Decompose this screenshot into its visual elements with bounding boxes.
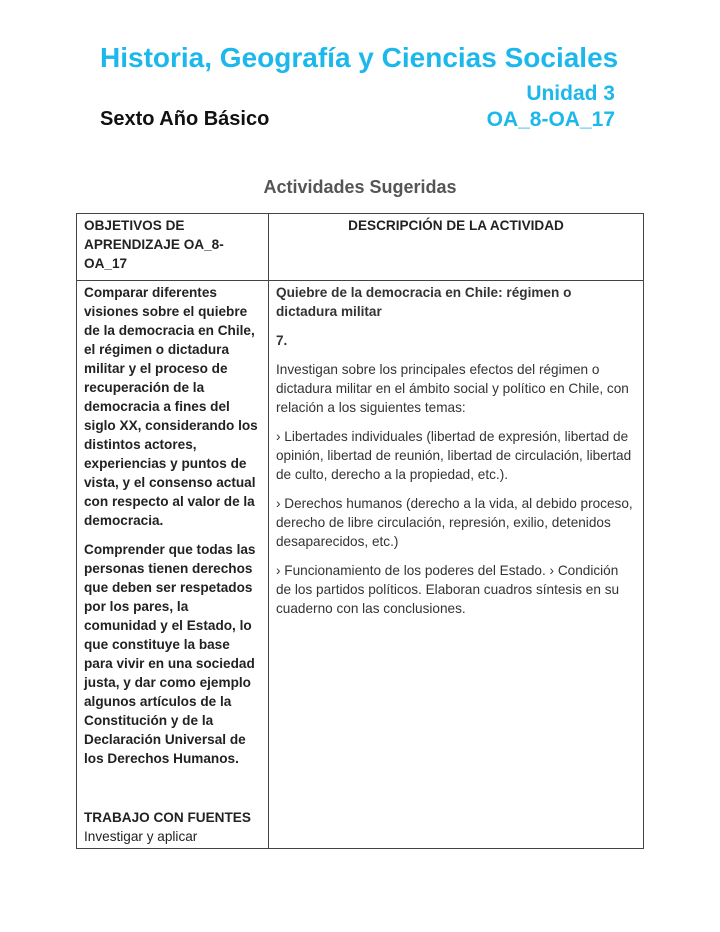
activity-paragraph: Investigan sobre los principales efectos del régimen o dictadura militar en el ámbito social y político en Chile, con relación a los siguientes temas: — [276, 362, 629, 415]
activity-number: 7. — [276, 333, 288, 348]
subject-title: Historia, Geografía y Ciencias Sociales — [100, 42, 619, 73]
section-title: Actividades Sugeridas — [263, 177, 457, 197]
objective: Comprender que todas las personas tienen derechos que deben ser respetados por los pares, la comunidad y el Estado, lo que constituye la base para vivir en una sociedad justa, y dar como ejemplo algunos artículos de la Constitución y de la Declaración Universal de los Derechos Humanos. — [84, 542, 256, 766]
skill-text: Investigar y aplicar — [84, 829, 198, 844]
table-header-row — [77, 214, 644, 281]
header-objectives: OBJETIVOS DE APRENDIZAJE OA_8-OA_17 — [77, 214, 269, 281]
activities-table — [76, 213, 644, 849]
objective: Comparar diferentes visiones sobre el quiebre de la democracia en Chile, el régimen o dictadura militar y el proceso de recuperación de la democracia a fines del siglo XX, considerando los distintos actores, experiencias y puntos de vista, y el consenso actual con respecto al valor de la democracia. — [84, 285, 258, 528]
activity-paragraph: › Derechos humanos (derecho a la vida, al debido proceso, derecho de libre circulación, represión, exilio, detenidos desaparecidos, etc.) — [276, 496, 633, 549]
skill-title: TRABAJO CON FUENTES — [84, 810, 251, 825]
activity-paragraph: › Libertades individuales (libertad de expresión, libertad de opinión, libertad de reunión, libertad de circulación, libertad de culto, derecho a la propiedad, etc.). — [276, 429, 632, 482]
objectives-cell — [77, 281, 269, 849]
unit-label: Unidad 3 — [526, 82, 615, 105]
activity-title: Quiebre de la democracia en Chile: régimen o dictadura militar — [276, 285, 572, 319]
oa-code: OA_8-OA_17 — [486, 108, 615, 131]
grade-label: Sexto Año Básico — [100, 108, 270, 130]
table-row — [77, 281, 644, 849]
description-cell — [269, 281, 644, 849]
activity-paragraph: › Funcionamiento de los poderes del Estado. › Condición de los partidos políticos. Elaboran cuadros síntesis en su cuaderno con las conclusiones. — [276, 563, 620, 616]
header-description: DESCRIPCIÓN DE LA ACTIVIDAD — [269, 214, 644, 281]
